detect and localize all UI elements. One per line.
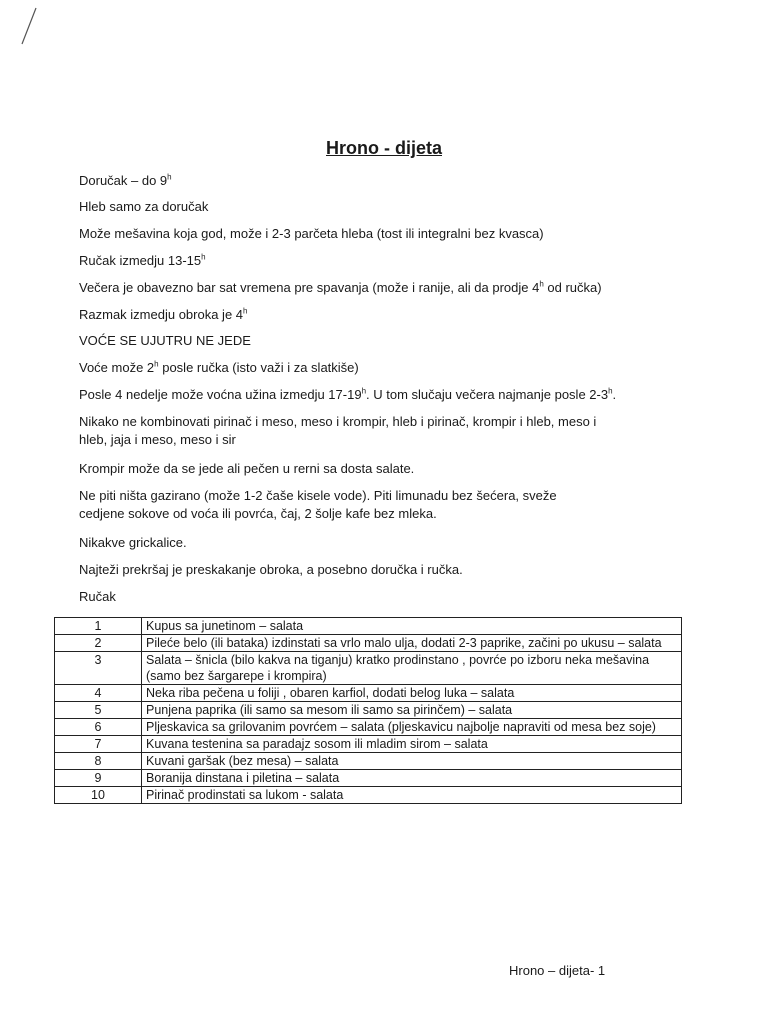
- row-number: 9: [55, 770, 142, 787]
- table-row: [55, 635, 682, 652]
- meal-description: Kuvana testenina sa paradajz sosom ili mladim sirom – salata: [142, 736, 682, 753]
- lunch-heading: Ručak: [79, 589, 116, 604]
- row-number: 3: [55, 652, 142, 685]
- row-number: 2: [55, 635, 142, 652]
- rule-no-combining: Nikako ne kombinovati pirinač i meso, meso i krompir, hleb i pirinač, krompir i hleb, meso i hleb, jaja i meso, meso i sir: [79, 414, 597, 447]
- rule-breakfast-time: Doručak – do 9$^h$: [79, 172, 172, 188]
- rule-mix: Može mešavina koja god, može i 2-3 parčeta hleba (tost ili integralni bez kvasca): [79, 226, 544, 241]
- meal-description: Pirinač prodinstati sa lukom - salata: [142, 787, 682, 804]
- rule-fruit-after-lunch: Voće može 2$^h$ posle ručka (isto važi i za slatkiše): [79, 359, 359, 375]
- meal-description: Pljeskavica sa grilovanim povrćem – salata (pljeskavicu najbolje napraviti od mesa bez soje): [142, 719, 682, 736]
- meal-description: Boranija dinstana i piletina – salata: [142, 770, 682, 787]
- rule-fruit-snack: Posle 4 nedelje može voćna užina izmedju 17-19$^h$. U tom slučaju večera najmanje posle 2-3$^h$.: [79, 386, 617, 402]
- row-number: 7: [55, 736, 142, 753]
- rule-lunch-time: Ručak izmedju 13-15$^h$: [79, 252, 206, 268]
- pen-stroke-mark: [14, 4, 54, 48]
- table-row: [55, 753, 682, 770]
- rule-potato: Krompir može da se jede ali pečen u rerni sa dosta salate.: [79, 461, 415, 476]
- row-number: 1: [55, 618, 142, 635]
- rule-meal-gap: Razmak izmedju obroka je 4$^h$: [79, 306, 248, 322]
- row-number: 6: [55, 719, 142, 736]
- table-row: [55, 685, 682, 702]
- meal-description: Kupus sa junetinom – salata: [142, 618, 682, 635]
- table-row: [55, 618, 682, 635]
- rule-no-snacks: Nikakve grickalice.: [79, 535, 187, 550]
- table-row: [55, 770, 682, 787]
- table-row: [55, 736, 682, 753]
- row-number: 8: [55, 753, 142, 770]
- rule-bread-breakfast: Hleb samo za doručak: [79, 199, 209, 214]
- lunch-table: [54, 617, 682, 804]
- rule-skipping-meals: Najteži prekršaj je preskakanje obroka, a posebno doručka i ručka.: [79, 562, 463, 577]
- meal-description: Neka riba pečena u foliji , obaren karfiol, dodati belog luka – salata: [142, 685, 682, 702]
- meal-description: Punjena paprika (ili samo sa mesom ili samo sa pirinčem) – salata: [142, 702, 682, 719]
- meal-description: Kuvani garšak (bez mesa) – salata: [142, 753, 682, 770]
- meal-description: Salata – šnicla (bilo kakva na tiganju) kratko prodinstano , povrće po izboru neka mešavina (samo bez šargarepe i krompira): [142, 652, 682, 685]
- table-row: [55, 719, 682, 736]
- table-row: [55, 787, 682, 804]
- rule-drinks: Ne piti ništa gazirano (može 1-2 čaše kisele vode). Piti limunadu bez šećera, sveže cedjene sokove od voća ili povrća, čaj, 2 šolje kafe bez mleka.: [79, 488, 557, 521]
- row-number: 4: [55, 685, 142, 702]
- row-number: 10: [55, 787, 142, 804]
- table-row: [55, 702, 682, 719]
- document-title: Hrono - dijeta: [326, 138, 442, 158]
- rule-dinner: Večera je obavezno bar sat vremena pre spavanja (može i ranije, ali da prodje 4$^h$ od ručka): [79, 279, 602, 295]
- meal-description: Pileće belo (ili bataka) izdinstati sa vrlo malo ulja, dodati 2-3 paprike, začini po ukusu – salata: [142, 635, 682, 652]
- rule-no-fruit-morning: VOĆE SE UJUTRU NE JEDE: [79, 333, 251, 348]
- page-footer: Hrono – dijeta- 1: [509, 963, 606, 978]
- table-row: [55, 652, 682, 685]
- row-number: 5: [55, 702, 142, 719]
